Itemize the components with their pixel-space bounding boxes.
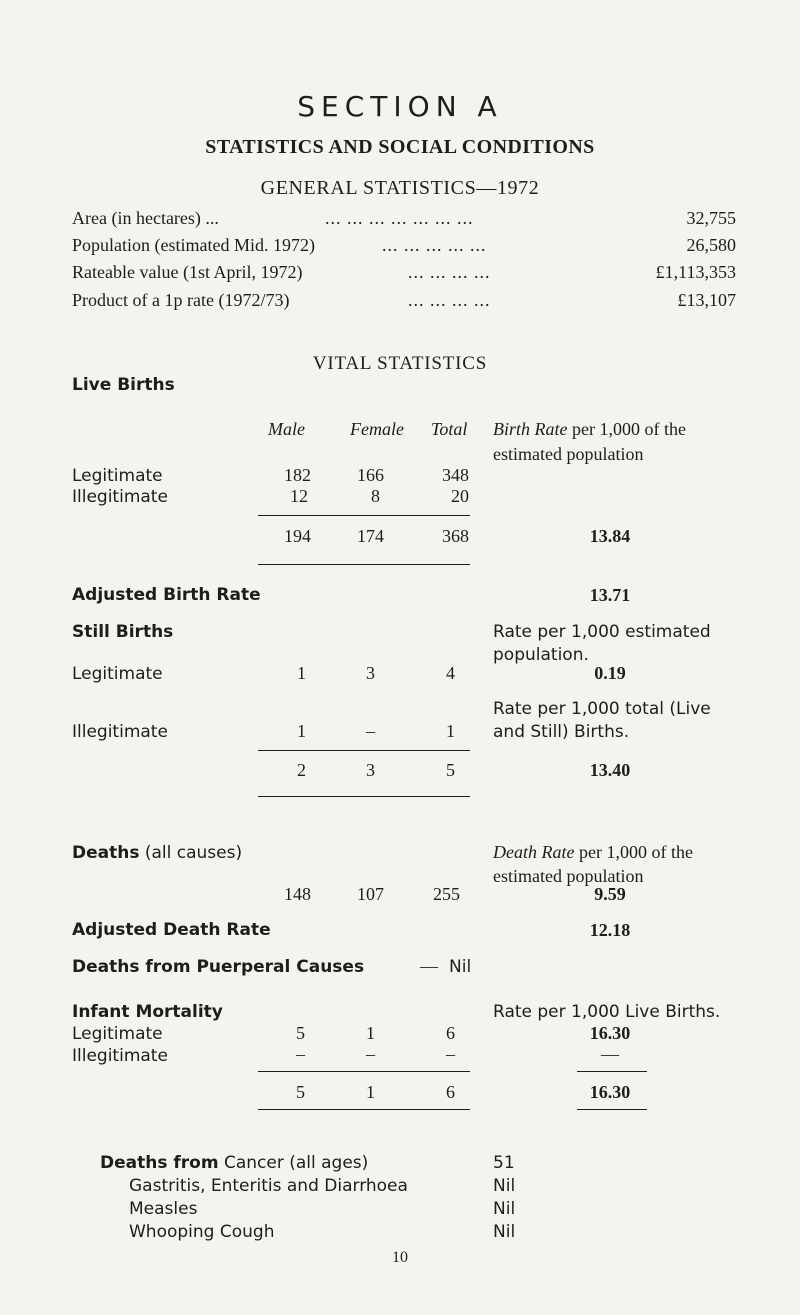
column-header-total: Total [431, 419, 468, 439]
puerperal-label: Deaths from Puerperal Causes [72, 957, 365, 977]
leader-dots: ... ... ... ... [408, 262, 491, 282]
leader-dots: ... ... ... ... ... [382, 235, 487, 255]
still-rate-note: Rate per 1,000 estimated [493, 622, 711, 642]
deaths-total: 255 [433, 884, 460, 904]
total-male: 5 [296, 1082, 305, 1102]
cell-total: 6 [446, 1023, 455, 1043]
still-rate-note: Rate per 1,000 total (Live [493, 699, 711, 719]
total-male: 2 [297, 760, 306, 780]
cell-male: 182 [284, 465, 311, 485]
general-value: £13,107 [677, 290, 736, 310]
total-male: 194 [284, 526, 311, 546]
row-label: Illegitimate [72, 1046, 168, 1066]
page-subtitle: GENERAL STATISTICS—1972 [260, 177, 540, 199]
death-rate-value: 9.59 [594, 884, 626, 904]
cell-female: 3 [366, 663, 375, 683]
total-rule [258, 564, 470, 565]
infant-mortality-heading: Infant Mortality [72, 1002, 223, 1022]
column-header-male: Male [268, 419, 305, 439]
still-births-heading: Still Births [72, 622, 174, 642]
general-value: £1,113,353 [655, 262, 736, 282]
total-total: 368 [442, 526, 469, 546]
cell-total: – [446, 1044, 455, 1064]
deaths-label: Deaths (all causes) [72, 843, 243, 863]
leader-dots: ... ... ... ... [408, 290, 491, 310]
cause-value: 51 [493, 1153, 515, 1173]
still-total-rate-value: 13.40 [589, 760, 631, 780]
cause-value: Nil [493, 1199, 516, 1219]
subtotal-rule [258, 1071, 470, 1072]
adjusted-death-rate-label: Adjusted Death Rate [72, 920, 271, 940]
cause-label: Measles [129, 1199, 198, 1219]
deaths-female: 107 [357, 884, 384, 904]
cause-label: Deaths from Cancer (all ages) [100, 1153, 369, 1173]
page-number: 10 [392, 1249, 408, 1266]
live-births-heading: Live Births [72, 375, 175, 395]
vital-statistics-heading: VITAL STATISTICS [312, 353, 488, 374]
still-rate-value: 0.19 [594, 663, 626, 683]
total-rule [258, 796, 470, 797]
total-rule [258, 1109, 470, 1110]
cell-male: 12 [290, 486, 308, 506]
infant-rate-value: 16.30 [589, 1023, 631, 1043]
cell-female: 166 [357, 465, 384, 485]
infant-total-rate-value: 16.30 [589, 1082, 631, 1102]
total-total: 6 [446, 1082, 455, 1102]
column-header-female: Female [350, 419, 404, 439]
cell-total: 20 [451, 486, 469, 506]
birth-rate-value: 13.84 [589, 526, 631, 546]
infant-rate-dash: — [601, 1044, 619, 1064]
cell-male: 5 [296, 1023, 305, 1043]
subtotal-rule [258, 515, 470, 516]
cell-male: 1 [297, 663, 306, 683]
birth-rate-label: Birth Rate per 1,000 of the [493, 419, 686, 439]
cell-female: 1 [366, 1023, 375, 1043]
general-label: Population (estimated Mid. 1972) [72, 235, 315, 255]
cell-total: 1 [446, 721, 455, 741]
cell-male: 1 [297, 721, 306, 741]
cell-male: – [296, 1044, 305, 1064]
row-label: Legitimate [72, 664, 163, 684]
deaths-male: 148 [284, 884, 311, 904]
birth-rate-label-line2: estimated population [493, 444, 644, 464]
total-female: 3 [366, 760, 375, 780]
row-label: Illegitimate [72, 722, 168, 742]
row-label: Legitimate [72, 466, 163, 486]
general-value: 32,755 [686, 208, 736, 228]
cell-total: 348 [442, 465, 469, 485]
total-female: 1 [366, 1082, 375, 1102]
cell-total: 4 [446, 663, 455, 683]
cell-female: 8 [371, 486, 380, 506]
total-female: 174 [357, 526, 384, 546]
row-label: Illegitimate [72, 487, 168, 507]
still-rate-note-line2: population. [493, 645, 589, 665]
death-rate-label-line2: estimated population [493, 866, 644, 886]
cause-value: Nil [493, 1176, 516, 1196]
leader-dots: ... ... ... ... ... ... ... [325, 208, 474, 228]
cause-value: Nil [493, 1222, 516, 1242]
page-title: STATISTICS AND SOCIAL CONDITIONS [205, 136, 595, 158]
row-label: Legitimate [72, 1024, 163, 1044]
cell-female: – [366, 1044, 375, 1064]
infant-rate-label: Rate per 1,000 Live Births. [493, 1002, 721, 1022]
general-label: Rateable value (1st April, 1972) [72, 262, 303, 282]
general-value: 26,580 [686, 235, 736, 255]
cause-label: Gastritis, Enteritis and Diarrhoea [129, 1176, 408, 1196]
rate-total-rule [577, 1109, 647, 1110]
still-rate-note-line2: and Still) Births. [493, 722, 630, 742]
cell-female: – [366, 721, 375, 741]
rate-subtotal-rule [577, 1071, 647, 1072]
puerperal-value: Nil [449, 957, 472, 977]
subtotal-rule [258, 750, 470, 751]
general-label: Product of a 1p rate (1972/73) [72, 290, 290, 310]
puerperal-dash: — [420, 956, 438, 976]
adjusted-birth-rate-label: Adjusted Birth Rate [72, 585, 261, 605]
cause-label: Whooping Cough [129, 1222, 275, 1242]
adjusted-birth-rate-value: 13.71 [589, 585, 631, 605]
section-heading: SECTION A [297, 90, 503, 123]
general-label: Area (in hectares) ... [72, 208, 219, 228]
total-total: 5 [446, 760, 455, 780]
death-rate-label: Death Rate per 1,000 of the [493, 842, 693, 862]
adjusted-death-rate-value: 12.18 [589, 920, 631, 940]
